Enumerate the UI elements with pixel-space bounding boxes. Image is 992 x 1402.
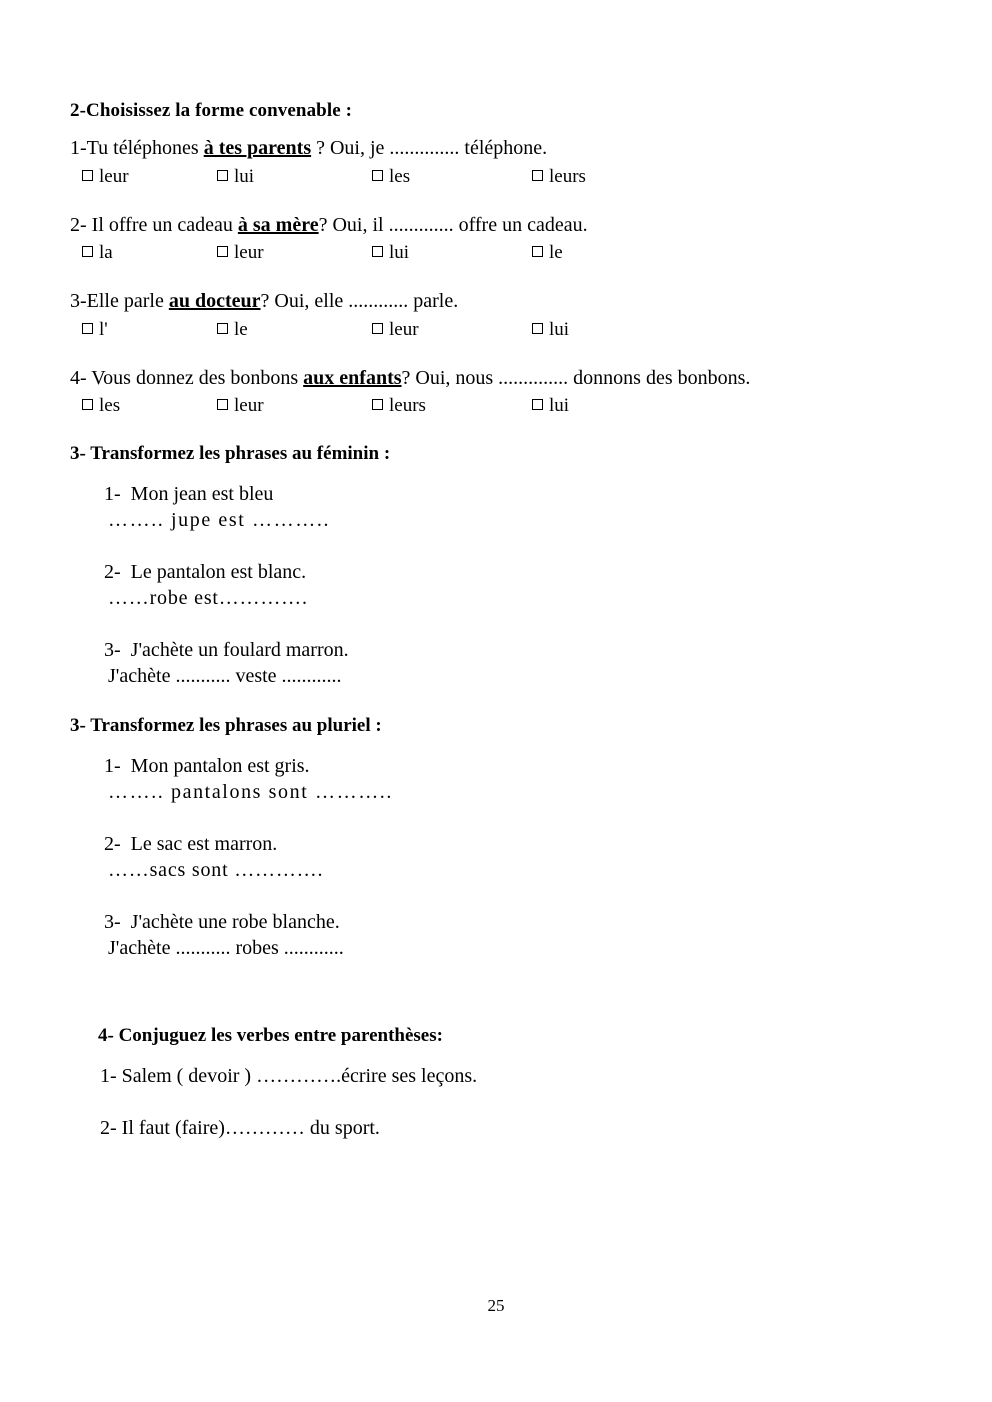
- exercise-3-pluriel-section: [70, 715, 922, 961]
- checkbox-icon[interactable]: [217, 323, 228, 334]
- option-label: le: [549, 242, 563, 264]
- question-3-underlined: au docteur: [168, 290, 261, 313]
- question-1-prompt-before: 1-Tu téléphones: [70, 137, 204, 159]
- option-checkbox-4b[interactable]: [217, 395, 372, 417]
- option-label: leur: [234, 242, 264, 264]
- option-checkbox-1a[interactable]: [82, 166, 217, 188]
- option-label: la: [99, 242, 113, 264]
- option-checkbox-3d[interactable]: [532, 319, 569, 341]
- option-label: lui: [549, 395, 570, 417]
- mcq-question-4: [70, 366, 922, 418]
- option-checkbox-2b[interactable]: [217, 242, 372, 264]
- spacer: [70, 533, 922, 559]
- question-4-underlined: aux enfants: [303, 366, 402, 389]
- question-2-prompt: [70, 213, 922, 239]
- pluriel-item-2-answer[interactable]: ……sacs sont ………….: [108, 859, 324, 882]
- checkbox-icon[interactable]: [217, 399, 228, 410]
- option-checkbox-4c[interactable]: [372, 395, 532, 417]
- question-3-options: [70, 319, 922, 341]
- item-text: Mon jean est bleu: [130, 483, 274, 506]
- mcq-question-1: [70, 136, 922, 188]
- exercise-2-title: 2-Choisissez la forme convenable :: [70, 100, 353, 121]
- question-1-options: [70, 166, 922, 188]
- option-label: leur: [234, 395, 264, 417]
- pluriel-item-2: [104, 831, 922, 883]
- feminin-item-3-sentence: [104, 637, 922, 663]
- spacer: [70, 883, 922, 909]
- checkbox-icon[interactable]: [532, 323, 543, 334]
- feminin-item-2-sentence: [104, 559, 922, 585]
- option-checkbox-2a[interactable]: [82, 242, 217, 264]
- pluriel-item-1-sentence: [104, 753, 922, 779]
- item-text: Le sac est marron.: [130, 833, 278, 856]
- feminin-item-1-answer[interactable]: …….. jupe est ………..: [108, 509, 331, 532]
- feminin-item-2-answer[interactable]: ……robe est………….: [108, 587, 308, 610]
- option-checkbox-3a[interactable]: [82, 319, 217, 341]
- checkbox-icon[interactable]: [372, 170, 383, 181]
- checkbox-icon[interactable]: [82, 246, 93, 257]
- checkbox-icon[interactable]: [532, 170, 543, 181]
- option-label: leur: [99, 165, 129, 187]
- question-1-prompt: [70, 136, 922, 162]
- option-checkbox-1c[interactable]: [372, 166, 532, 188]
- spacer: [70, 805, 922, 831]
- option-checkbox-2d[interactable]: [532, 242, 563, 264]
- feminin-item-2: [104, 559, 922, 611]
- spacer: [70, 689, 922, 715]
- question-1-underlined: à tes parents: [203, 137, 312, 159]
- question-2-options: [70, 242, 922, 264]
- mcq-question-2: [70, 213, 922, 265]
- option-label: les: [99, 395, 121, 417]
- question-2-prompt-after: ? Oui, il ............. offre un cadeau.: [318, 213, 588, 236]
- option-checkbox-1d[interactable]: [532, 166, 586, 188]
- item-text: Le pantalon est blanc.: [130, 561, 307, 584]
- option-label: lui: [389, 242, 410, 264]
- page-number: 25: [487, 1296, 505, 1315]
- pluriel-item-1-answer[interactable]: …….. pantalons sont ………..: [108, 781, 393, 804]
- question-4-prompt-before: 4- Vous donnez des bonbons: [70, 366, 304, 389]
- item-text: J'achète une robe blanche.: [130, 911, 340, 934]
- checkbox-icon[interactable]: [217, 170, 228, 181]
- option-label: leurs: [549, 165, 586, 187]
- question-4-options: [70, 395, 922, 417]
- question-2-underlined: à sa mère: [237, 213, 319, 236]
- exercise-3-feminin-section: [70, 443, 922, 689]
- option-label: l': [99, 318, 108, 340]
- feminin-item-3-answer[interactable]: J'achète ........... veste ............: [108, 665, 342, 688]
- checkbox-icon[interactable]: [82, 170, 93, 181]
- feminin-item-1-sentence: [104, 481, 922, 507]
- checkbox-icon[interactable]: [82, 399, 93, 410]
- option-label: le: [234, 318, 248, 340]
- option-checkbox-3b[interactable]: [217, 319, 372, 341]
- option-label: les: [389, 165, 411, 187]
- spacer: [70, 611, 922, 637]
- exercise-4-title: 4- Conjuguez les verbes entre parenthèses:: [98, 1025, 443, 1047]
- option-checkbox-4d[interactable]: [532, 395, 569, 417]
- conjugation-item-2[interactable]: 2- Il faut (faire)………… du sport.: [100, 1117, 380, 1140]
- question-4-prompt: [70, 366, 922, 392]
- spacer: [70, 1089, 922, 1115]
- mcq-question-3: [70, 289, 922, 341]
- checkbox-icon[interactable]: [372, 246, 383, 257]
- option-label: lui: [234, 165, 255, 187]
- option-label: leurs: [389, 395, 426, 417]
- option-checkbox-1b[interactable]: [217, 166, 372, 188]
- question-1-prompt-after: ? Oui, je .............. téléphone.: [311, 137, 548, 159]
- option-checkbox-4a[interactable]: [82, 395, 217, 417]
- conjugation-item-1[interactable]: 1- Salem ( devoir ) ………….écrire ses leçons.: [100, 1065, 478, 1088]
- checkbox-icon[interactable]: [217, 246, 228, 257]
- item-number: 1-: [104, 483, 121, 506]
- item-number: 3-: [104, 911, 121, 934]
- question-3-prompt-after: ? Oui, elle ............ parle.: [260, 290, 459, 313]
- pluriel-item-3-answer[interactable]: J'achète ........... robes ............: [108, 937, 344, 960]
- spacer: [70, 961, 922, 1025]
- spacer: [70, 417, 922, 443]
- checkbox-icon[interactable]: [532, 399, 543, 410]
- pluriel-item-3: [104, 909, 922, 961]
- exercise-2-section: [70, 100, 922, 417]
- feminin-item-3: [104, 637, 922, 689]
- question-2-prompt-before: 2- Il offre un cadeau: [70, 213, 238, 236]
- pluriel-item-1: [104, 753, 922, 805]
- item-number: 2-: [104, 833, 121, 856]
- item-number: 3-: [104, 639, 121, 662]
- option-label: lui: [549, 318, 570, 340]
- checkbox-icon[interactable]: [532, 246, 543, 257]
- item-number: 2-: [104, 561, 121, 584]
- option-checkbox-2c[interactable]: [372, 242, 532, 264]
- exercise-3-feminin-title: 3- Transformez les phrases au féminin :: [70, 443, 391, 465]
- question-3-prompt-before: 3-Elle parle: [70, 290, 169, 313]
- item-text: J'achète un foulard marron.: [130, 639, 349, 662]
- question-3-prompt: [70, 289, 922, 315]
- option-label: leur: [389, 318, 419, 340]
- checkbox-icon[interactable]: [372, 323, 383, 334]
- feminin-item-1: [104, 481, 922, 533]
- exercise-4-section: [70, 1025, 922, 1141]
- checkbox-icon[interactable]: [82, 323, 93, 334]
- item-number: 1-: [104, 755, 121, 778]
- pluriel-item-2-sentence: [104, 831, 922, 857]
- checkbox-icon[interactable]: [372, 399, 383, 410]
- pluriel-item-3-sentence: [104, 909, 922, 935]
- option-checkbox-3c[interactable]: [372, 319, 532, 341]
- question-4-prompt-after: ? Oui, nous .............. donnons des bonbons.: [401, 366, 751, 389]
- item-text: Mon pantalon est gris.: [130, 755, 310, 778]
- exercise-3-pluriel-title: 3- Transformez les phrases au pluriel :: [70, 715, 382, 737]
